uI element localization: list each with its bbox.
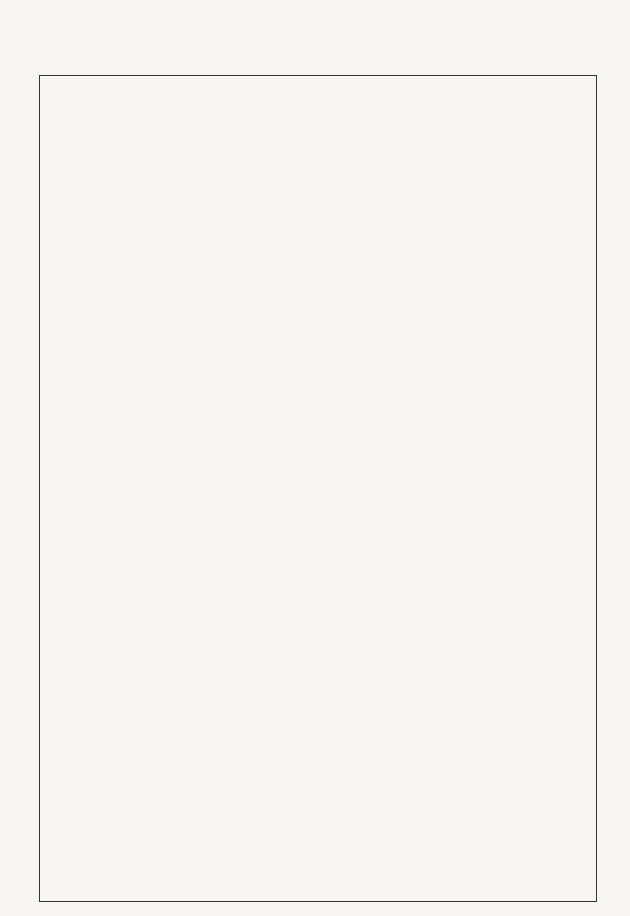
payment-table-frame bbox=[39, 75, 597, 902]
page-header bbox=[88, 42, 610, 66]
table-caption bbox=[598, 82, 620, 882]
